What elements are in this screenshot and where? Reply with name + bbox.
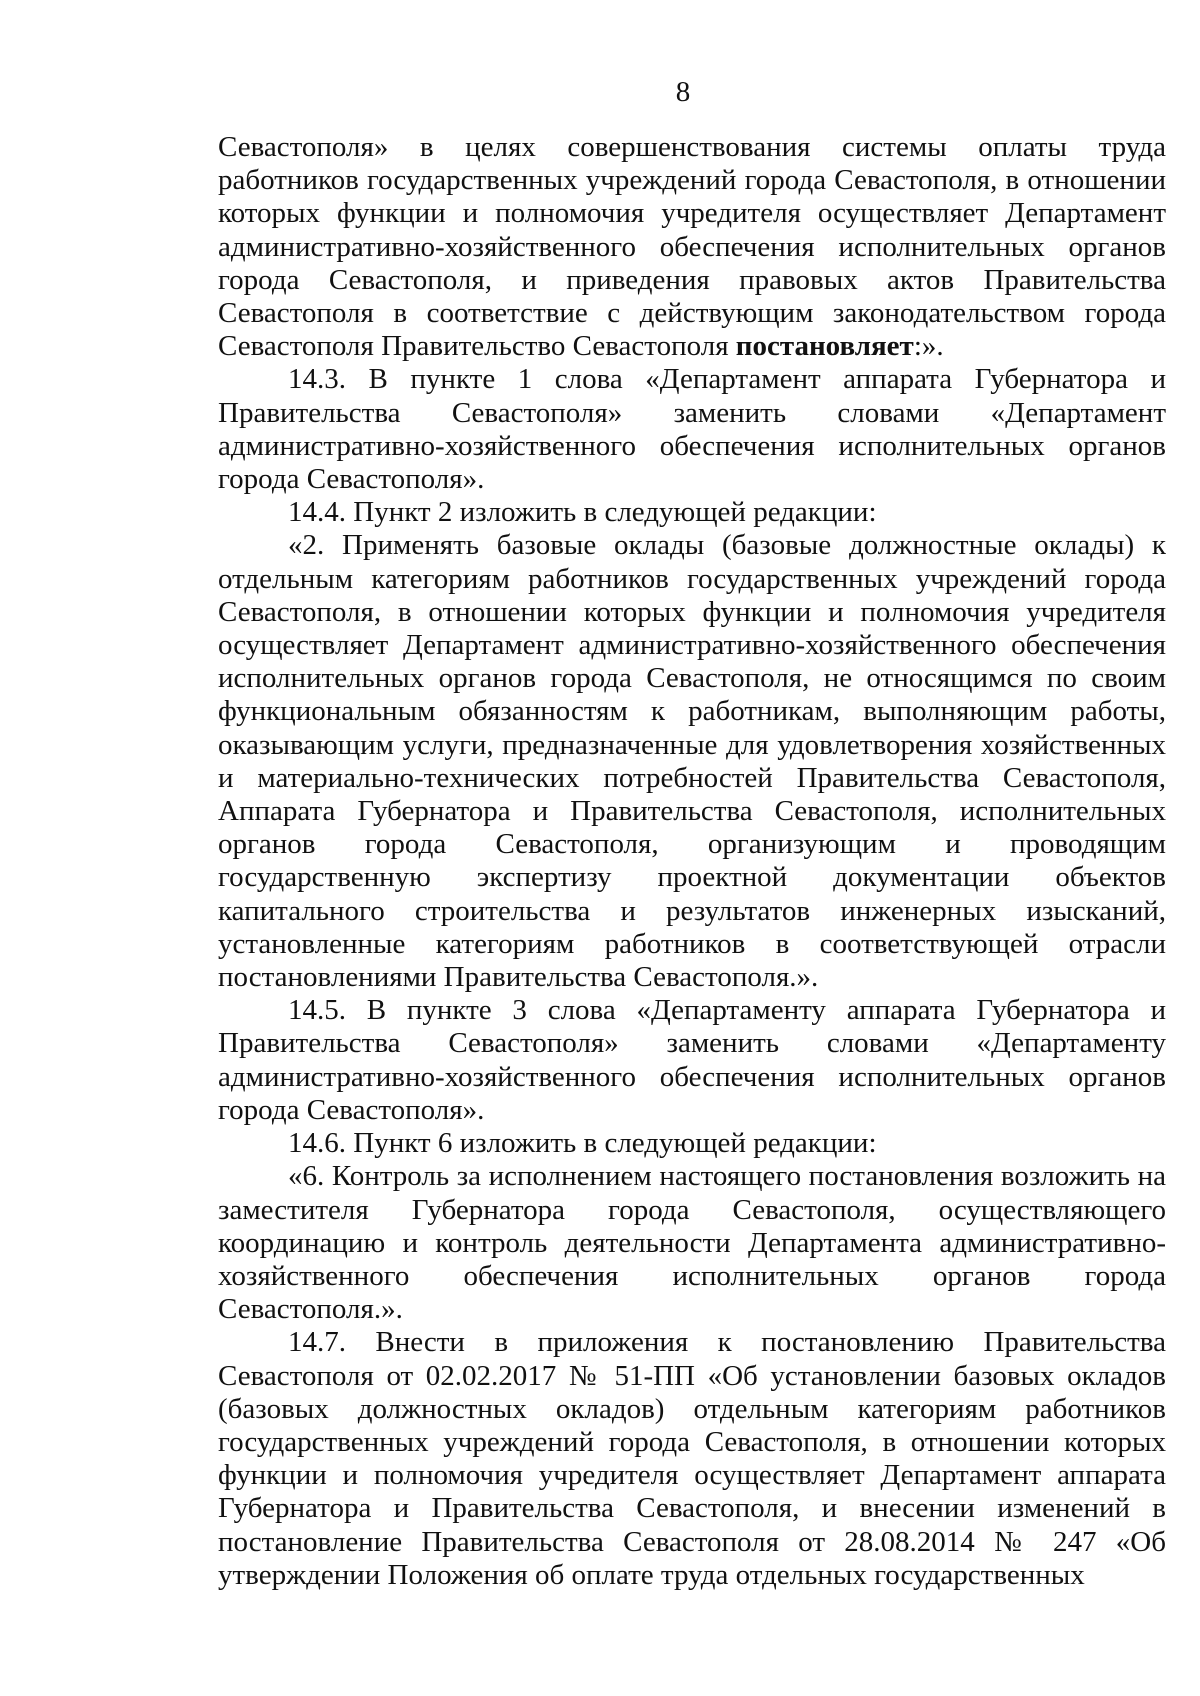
paragraph-text: Севастополя» в целях совершенствования системы оплаты труда работников государственных учреждений города Севастополя, в отношении которых функции и полномочия учредителя осуществляет Департамент административно-хозяйственного обеспечения исполнительных органов города Севастополя, и приведения правовых актов Правительства Севастополя в соответствие с действующим законодательством города Севастополя Правительство Севастополя: [218, 131, 1166, 363]
paragraph-item-6: «6. Контроль за исполнением настоящего постановления возложить на заместителя Губернатора города Севастополя, осуществляющего координацию и контроль деятельности Департамента административно-хозяйственного обеспечения исполнительных органов города Севастополя.».: [218, 1160, 1166, 1326]
page-number: [0, 72, 1200, 112]
paragraph-14-3: 14.3. В пункте 1 слова «Департамент аппарата Губернатора и Правительства Севастополя» заменить словами «Департамент административно-хозяйственного обеспечения исполнительных органов города Севастополя».: [218, 363, 1166, 496]
paragraph-14-5: 14.5. В пункте 3 слова «Департаменту аппарата Губернатора и Правительства Севастополя» заменить словами «Департаменту административно-хозяйственного обеспечения исполнительных органов города Севастополя».: [218, 994, 1166, 1126]
paragraph-text-end: :».: [913, 330, 944, 363]
paragraph-14-6: 14.6. Пункт 6 изложить в следующей редакции:: [288, 1127, 877, 1160]
page-number-text: 8: [675, 76, 691, 108]
document-body: [218, 131, 1166, 1592]
paragraph-preamble-end: [218, 131, 1166, 363]
bold-keyword: постановляет: [735, 330, 914, 363]
paragraph-14-7: 14.7. Внести в приложения к постановлению Правительства Севастополя от 02.02.2017 № 51-ПП «Об установлении базовых окладов (базовых должностных окладов) отдельным категориям работников государственных учреждений города Севастополя, в отношении которых функции и полномочия учредителя осуществляет Департамент аппарата Губернатора и Правительства Севастополя, и внесении изменений в постановление Правительства Севастополя от 28.08.2014 № 247 «Об утверждении Положения об оплате труда отдельных государственных: [218, 1326, 1166, 1591]
paragraph-item-2: «2. Применять базовые оклады (базовые должностные оклады) к отдельным категориям работников государственных учреждений города Севастополя, в отношении которых функции и полномочия учредителя осуществляет Департамент административно-хозяйственного обеспечения исполнительных органов города Севастополя, не относящимся по своим функциональным обязанностям к работникам, выполняющим работы, оказывающим услуги, предназначенные для удовлетворения хозяйственных и материально-технических потребностей Правительства Севастополя, Аппарата Губернатора и Правительства Севастополя, исполнительных органов города Севастополя, организующим и проводящим государственную экспертизу проектной документации объектов капитального строительства и результатов инженерных изысканий, установленные категориям работников в соответствующей отрасли постановлениями Правительства Севастополя.».: [218, 529, 1166, 994]
paragraph-14-4: 14.4. Пункт 2 изложить в следующей редакции:: [288, 496, 877, 529]
